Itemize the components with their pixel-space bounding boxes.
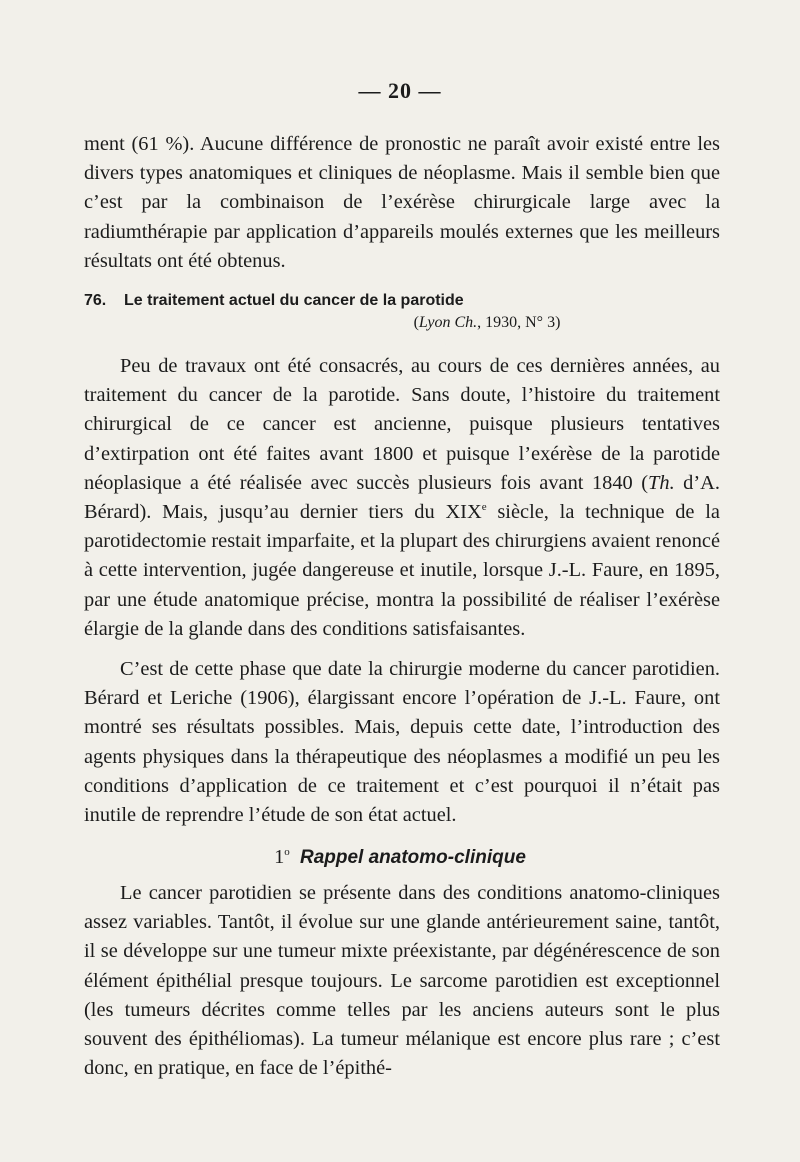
section-number-sup: o [284,846,290,859]
section-number: 1 [274,846,285,868]
intro-paragraph: ment (61 %). Aucune différence de pronostic ne paraît avoir existé entre les divers types anatomiques et cliniques de néoplasme. Mais il semble bien que c’est par la combinaison de l’exérèse chirurgicale large avec la radiumthérapie par application d’appareils moulés externes que les meilleurs résultats ont été obtenus. [84,133,720,272]
paragraph-1-thesis-abbrev: Th. [648,471,675,494]
article-title: Le traitement actuel du cancer de la parotide [124,292,464,309]
section-title: Rappel anatomo-clinique [299,847,526,868]
paragraph-3: Le cancer parotidien se présente dans des conditions anatomo-cliniques assez variables. Tantôt, il évolue sur une glande antérieurement saine, tantôt, il se développe sur une tumeur mixte préexistante, par dégénérescence de son élément épithélial presque toujours. Le sarcome parotidien est exceptionnel (les tumeurs décrites comme telles par les anciens auteurs sont le plus souvent des épithéliomas). La tumeur mélanique est encore plus rare ; c’est donc, en pratique, en face de l’épithé- [84,882,720,1080]
article-ref-open: ( [413,314,419,331]
section-heading [0,843,800,872]
article-number: 76. [84,292,107,309]
paragraph-1-part-a: Peu de travaux ont été consacrés, au cours de ces dernières années, au traitement du cancer de la parotide. Sans doute, l’histoire du traitement chirurgical de ce cancer est ancienne, puisque plusieurs tentatives d’extirpation ont été faites avant 1800 et puisque l’exérèse de la parotide néoplasique a été réalisée avec succès plusieurs fois avant 1840 ( [84,355,720,494]
article-heading [84,290,720,334]
article-ref-journal: Lyon Ch. [418,314,478,331]
intro-paragraph-block [84,130,720,276]
paragraph-1-superscript: e [481,501,487,514]
paragraph-2: C’est de cette phase que date la chirurgie moderne du cancer parotidien. Bérard et Leriche (1906), élargissant encore l’opération de J.-L. Faure, ont montré ses résultats possibles. Mais, depuis cette date, l’introduction des agents physiques dans la thérapeutique des néoplasmes a modifié un peu les conditions d’application de ce traitement et c’est pourquoi il n’était pas inutile de reprendre l’étude de son état actuel. [84,658,720,827]
paragraph-1 [84,352,720,644]
body-block-2 [84,879,720,1083]
paragraph-1-part-c: siècle, la technique de la parotidectomie restait imparfaite, et la plupart des chirurgiens avaient renoncé à cette intervention, jugée dangereuse et inutile, lorsque J.-L. Faure, en 1895, par une étude anatomique précise, montra la possibilité de réaliser l’exérèse élargie de la glande dans des conditions satisfaisantes. [84,501,721,640]
paragraph-1-part-b: d’A. Bérard). Mais, jusqu’au dernier tiers du XIX [84,471,720,524]
page-number: — 20 — [358,78,442,103]
article-reference [84,312,720,334]
article-ref-rest: , 1930, N° 3) [477,314,561,331]
body-block-1 [84,352,720,830]
article-title-line [84,290,720,312]
